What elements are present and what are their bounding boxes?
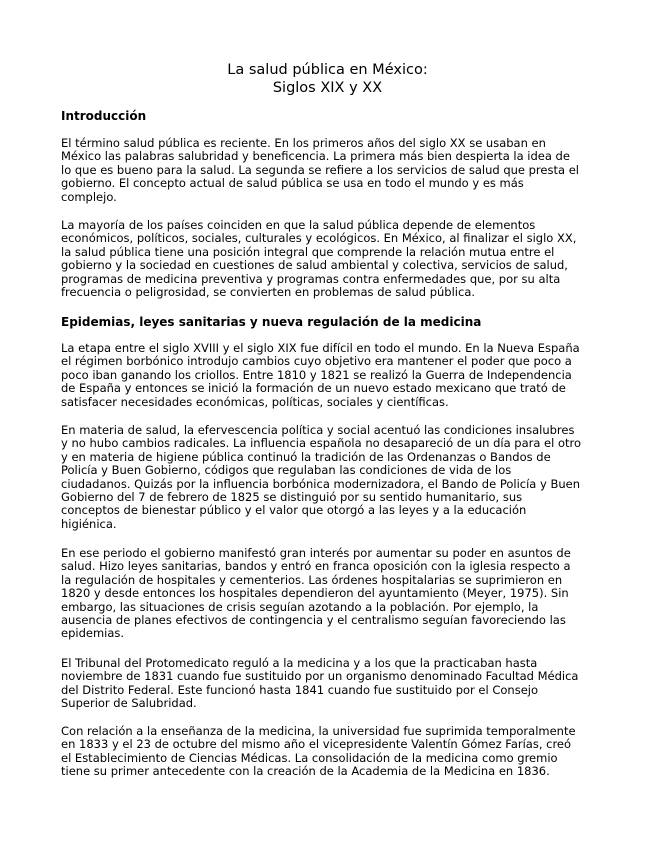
text-line: salud. Hizo leyes sanitarias, bandos y entró en franca oposición con la iglesia respecto a: [61, 559, 571, 574]
paragraph-intro-1: [61, 137, 601, 204]
text-line: En materia de salud, la efervescencia política y social acentuó las condiciones insalubres: [61, 423, 575, 437]
text-line: ausencia de planes efectivos de contingencia y el centralismo seguían favoreciendo las: [61, 613, 566, 628]
text-line: y no hubo cambios radicales. La influencia española no desapareció de un día para el otro: [61, 436, 582, 451]
text-line: y en materia de higiene pública continuó la tradición de las Ordenanzas o Bandos de: [61, 449, 551, 464]
text-line: frecuencia o peligrosidad, se convierten en problemas de salud pública.: [61, 285, 476, 300]
text-line: económicos, políticos, sociales, culturales y ecológicos. En México, al finalizar el siglo XX,: [61, 231, 577, 246]
paragraph-epidemias-3: [61, 547, 601, 641]
document-title-line-2: Siglos XIX y XX: [272, 80, 383, 96]
section-heading-epidemias: Epidemias, leyes sanitarias y nueva regulación de la medicina: [61, 315, 482, 329]
paragraph-epidemias-2: [61, 424, 601, 531]
text-line: el régimen borbónico introdujo cambios cuyo objetivo era mantener el poder que poco a: [61, 354, 572, 369]
text-line: poco iban ganando los criollos. Entre 1810 y 1821 se realizó la Guerra de Independencia: [61, 367, 572, 382]
text-line: higiénica.: [61, 516, 117, 531]
text-line: La etapa entre el siglo XVIII y el siglo XIX fue difícil en todo el mundo. En la Nueva España: [61, 341, 580, 355]
text-line: 1820 y desde entonces los hospitales dependieron del ayuntamiento (Meyer, 1975). Sin: [61, 586, 569, 601]
text-line: Superior de Salubridad.: [61, 696, 197, 711]
document-title-line-1: La salud pública en México:: [227, 62, 428, 78]
text-line: Gobierno del 7 de febrero de 1825 se distinguió por su sentido humanitario, sus: [61, 490, 523, 505]
text-line: la regulación de hospitales y cementerios. Las órdenes hospitalarias se suprimieron en: [61, 572, 563, 587]
text-line: El término salud pública es reciente. En los primeros años del siglo XX se usaban en: [61, 136, 546, 150]
text-line: gobierno. El concepto actual de salud pública se usa en todo el mundo y es más: [61, 176, 524, 191]
text-line: ciudadanos. Quizás por la influencia borbónica modernizadora, el Bando de Policía y Buen: [61, 476, 580, 491]
text-line: complejo.: [61, 189, 117, 204]
text-line: en 1833 y el 23 de octubre del mismo año el vicepresidente Valentín Gómez Farías, creó: [61, 737, 572, 752]
text-line: En ese periodo el gobierno manifestó gran interés por aumentar su poder en asuntos de: [61, 546, 571, 560]
text-line: Policía y Buen Gobierno, códigos que regulaban las condiciones de vida de los: [61, 463, 512, 478]
text-line: satisfacer necesidades económicas, políticas, sociales y científicas.: [61, 394, 449, 409]
text-line: el Establecimiento de Ciencias Médicas. La consolidación de la medicina como gremio: [61, 750, 558, 765]
text-line: programas de medicina preventiva y programas contra enfermedades que, por su alta: [61, 271, 561, 286]
text-line: Con relación a la enseñanza de la medicina, la universidad fue suprimida temporalmente: [61, 724, 576, 738]
text-line: gobierno y la sociedad en cuestiones de salud ambiental y colectiva, servicios de salud,: [61, 258, 568, 273]
text-line: epidemias.: [61, 626, 125, 641]
text-line: la salud pública tiene una posición integral que comprende la relación mutua entre el: [61, 244, 555, 259]
paragraph-epidemias-4: [61, 657, 601, 711]
paragraph-epidemias-1: [61, 342, 601, 409]
text-line: embargo, las situaciones de crisis seguían azotando a la población. Por ejemplo, la: [61, 599, 539, 614]
text-line: conceptos de bienestar público y el valor que otorgó a las leyes y a la educación: [61, 503, 527, 518]
text-line: noviembre de 1831 cuando fue sustituido por un organismo denominado Facultad Médica: [61, 669, 579, 684]
text-line: El Tribunal del Protomedicato reguló a la medicina y a los que la practicaban hasta: [61, 656, 538, 670]
text-line: lo que es bueno para la salud. La segunda se refiere a los servicios de salud que presta el: [61, 162, 579, 177]
text-line: tiene su primer antecedente con la creación de la Academia de la Medicina en 1836.: [61, 764, 550, 779]
paragraph-intro-2: [61, 219, 601, 299]
text-line: del Distrito Federal. Este funcionó hasta 1841 cuando fue sustituido por el Consejo: [61, 682, 538, 697]
paragraph-epidemias-5: [61, 725, 601, 779]
section-heading-introduccion: Introducción: [61, 109, 147, 123]
text-line: México las palabras salubridad y beneficencia. La primera más bien despierta la idea de: [61, 149, 570, 164]
text-line: de España y entonces se inició la formación de un nuevo estado mexicano que trató de: [61, 381, 566, 396]
text-line: La mayoría de los países coinciden en que la salud pública depende de elementos: [61, 218, 536, 232]
